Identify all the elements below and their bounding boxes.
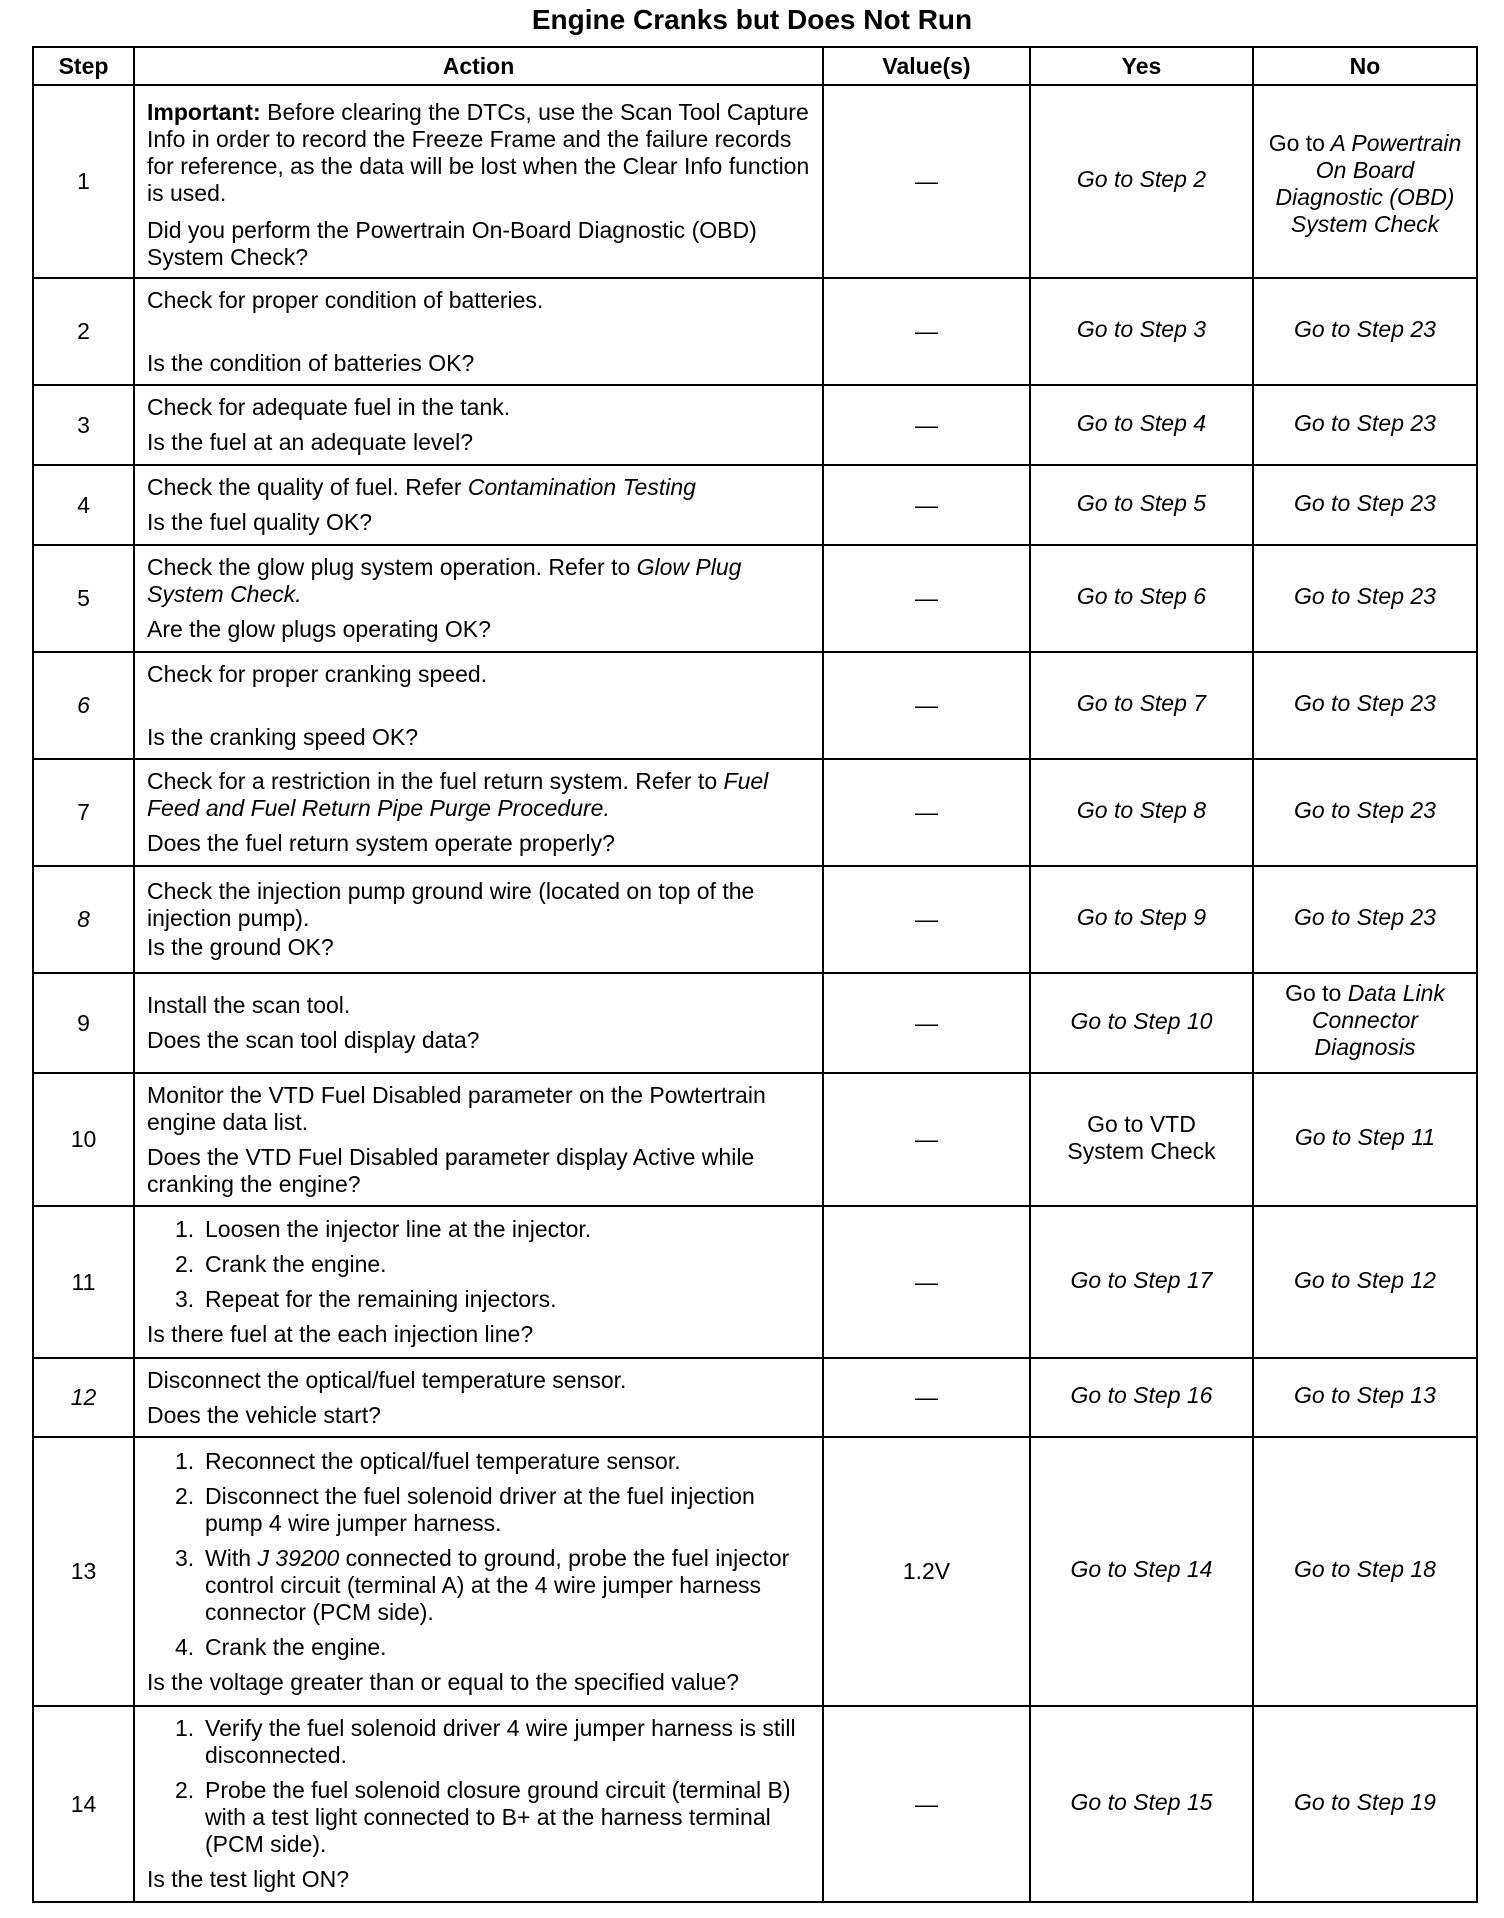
yes-cell: Go to Step 10 [1030, 973, 1253, 1073]
step-question: Does the fuel return system operate properly? [147, 830, 615, 856]
no-cell: Go to Step 23 [1253, 652, 1477, 759]
step-action: Install the scan tool. [147, 992, 351, 1018]
no-cell: Go to Step 23 [1253, 759, 1477, 866]
step-number: 10 [33, 1073, 134, 1206]
sub-steps [147, 1216, 810, 1313]
no-cell: Go to Step 23 [1253, 866, 1477, 973]
no-cell: Go to Step 12 [1253, 1206, 1477, 1358]
important-label: Important: [147, 98, 261, 125]
step-action: Check for a restriction in the fuel return system. Refer to Fuel Feed and Fuel Return Pipe Purge Procedure. [147, 768, 769, 821]
yes-cell: Go to Step 5 [1030, 465, 1253, 545]
step-action: Check for adequate fuel in the tank. [147, 394, 511, 420]
no-cell: Go to Step 19 [1253, 1706, 1477, 1902]
table-row [33, 278, 1477, 385]
table-row [33, 1437, 1477, 1706]
header-yes: Yes [1030, 47, 1253, 85]
step-number: 9 [33, 973, 134, 1073]
action-cell [134, 1437, 823, 1706]
no-cell: Go to Step 23 [1253, 465, 1477, 545]
step-number: 13 [33, 1437, 134, 1706]
step-action: Check the quality of fuel. Refer Contamination Testing [147, 474, 696, 500]
step-action: Check for proper cranking speed. [147, 660, 488, 687]
yes-cell: Go to Step 9 [1030, 866, 1253, 973]
value-cell: — [823, 1073, 1030, 1206]
yes-cell: Go to Step 15 [1030, 1706, 1253, 1902]
diagnostic-table [32, 46, 1478, 1903]
table-row [33, 866, 1477, 973]
table-row [33, 973, 1477, 1073]
yes-cell: Go to Step 16 [1030, 1358, 1253, 1437]
value-cell: — [823, 85, 1030, 278]
step-number: 6 [33, 652, 134, 759]
header-no: No [1253, 47, 1477, 85]
step-number: 5 [33, 545, 134, 652]
step-question: Is the fuel at an adequate level? [147, 429, 474, 455]
step-question: Is the cranking speed OK? [147, 723, 419, 750]
yes-cell: Go to VTD System Check [1030, 1073, 1253, 1206]
no-cell: Go to Step 23 [1253, 545, 1477, 652]
step-action: Check the injection pump ground wire (located on top of the injection pump). [147, 878, 755, 931]
yes-cell: Go to Step 2 [1030, 85, 1253, 278]
no-cell [1253, 85, 1477, 278]
step-question: Did you perform the Powertrain On-Board Diagnostic (OBD) System Check? [147, 216, 757, 270]
header-values: Value(s) [823, 47, 1030, 85]
action-cell [134, 1706, 823, 1902]
action-cell [134, 1206, 823, 1358]
yes-cell: Go to Step 14 [1030, 1437, 1253, 1706]
step-question: Does the VTD Fuel Disabled parameter display Active while cranking the engine? [147, 1143, 755, 1197]
action-cell [134, 759, 823, 866]
step-question: Is the ground OK? [147, 934, 334, 960]
reference-link: Contamination Testing [467, 474, 696, 500]
important-text: Before clearing the DTCs, use the Scan Tool Capture Info in order to record the Freeze Frame and the failure records for reference, as the data will be lost when the Clear Info function is used. [147, 98, 810, 206]
step-question: Is the voltage greater than or equal to the specified value? [147, 1668, 740, 1695]
action-cell [134, 85, 823, 278]
list-item: 2. Crank the engine. [175, 1251, 387, 1277]
no-cell: Go to Step 23 [1253, 385, 1477, 465]
step-question: Does the scan tool display data? [147, 1027, 480, 1053]
step-question: Is there fuel at the each injection line? [147, 1321, 534, 1347]
step-number: 11 [33, 1206, 134, 1358]
no-prefix: Go to [1285, 980, 1342, 1006]
no-cell: Go to Step 23 [1253, 278, 1477, 385]
important-note [147, 99, 810, 207]
step-number: 8 [33, 866, 134, 973]
table-row [33, 759, 1477, 866]
value-cell: — [823, 1706, 1030, 1902]
no-cell: Go to Step 13 [1253, 1358, 1477, 1437]
table-row [33, 1706, 1477, 1902]
value-cell: — [823, 278, 1030, 385]
no-link: Data Link Connector Diagnosis [1311, 980, 1445, 1060]
step-question: Are the glow plugs operating OK? [147, 616, 491, 642]
no-link: A Powertrain On Board Diagnostic (OBD) System Check [1275, 130, 1462, 237]
table-row [33, 385, 1477, 465]
step-number: 12 [33, 1358, 134, 1437]
table-row [33, 545, 1477, 652]
tool-reference: J 39200 [257, 1544, 340, 1571]
list-item: 4. Crank the engine. [175, 1633, 387, 1660]
step-number: 3 [33, 385, 134, 465]
step-question: Is the test light ON? [147, 1866, 349, 1892]
step-number: 7 [33, 759, 134, 866]
step-question: Is the fuel quality OK? [147, 509, 373, 535]
list-item: 1. Reconnect the optical/fuel temperature sensor. [175, 1447, 681, 1474]
no-cell: Go to Step 11 [1253, 1073, 1477, 1206]
action-cell [134, 278, 823, 385]
yes-cell: Go to Step 17 [1030, 1206, 1253, 1358]
yes-cell: Go to Step 7 [1030, 652, 1253, 759]
header-row [33, 47, 1477, 85]
list-item: 1. Loosen the injector line at the injector. [175, 1216, 592, 1242]
step-action: Check the glow plug system operation. Refer to Glow Plug System Check. [147, 554, 742, 607]
table-row [33, 1206, 1477, 1358]
value-cell: — [823, 652, 1030, 759]
value-cell: — [823, 1206, 1030, 1358]
step-number: 4 [33, 465, 134, 545]
yes-cell: Go to Step 4 [1030, 385, 1253, 465]
reference-link: Fuel Feed and Fuel Return Pipe Purge Procedure. [147, 768, 769, 821]
action-cell [134, 866, 823, 973]
no-prefix: Go to [1268, 130, 1325, 156]
step-number: 2 [33, 278, 134, 385]
step-action: Monitor the VTD Fuel Disabled parameter on the Powtertrain engine data list. [147, 1081, 766, 1135]
step-number: 1 [33, 85, 134, 278]
action-cell [134, 465, 823, 545]
step-question: Is the condition of batteries OK? [147, 349, 475, 376]
sub-steps [147, 1448, 810, 1661]
no-cell [1253, 973, 1477, 1073]
list-item: 1. Verify the fuel solenoid driver 4 wire jumper harness is still disconnected. [175, 1715, 796, 1768]
table-row [33, 1358, 1477, 1437]
action-cell [134, 385, 823, 465]
action-cell [134, 1358, 823, 1437]
yes-cell: Go to Step 8 [1030, 759, 1253, 866]
step-action: Check for proper condition of batteries. [147, 286, 544, 313]
header-step: Step [33, 47, 134, 85]
action-cell [134, 545, 823, 652]
value-cell: — [823, 759, 1030, 866]
action-cell [134, 973, 823, 1073]
value-cell: — [823, 385, 1030, 465]
value-cell: — [823, 973, 1030, 1073]
step-action: Disconnect the optical/fuel temperature sensor. [147, 1366, 627, 1393]
step-number: 14 [33, 1706, 134, 1902]
reference-link: Glow Plug System Check. [147, 554, 742, 607]
no-cell: Go to Step 18 [1253, 1437, 1477, 1706]
value-cell: — [823, 1358, 1030, 1437]
yes-cell: Go to Step 6 [1030, 545, 1253, 652]
list-item: 3. Repeat for the remaining injectors. [175, 1286, 557, 1312]
action-cell [134, 1073, 823, 1206]
table-row [33, 652, 1477, 759]
value-cell: — [823, 866, 1030, 973]
header-action: Action [134, 47, 823, 85]
list-item: 2. Probe the fuel solenoid closure ground circuit (terminal B) with a test light connected to B+ at the harness terminal (PCM side). [175, 1777, 791, 1857]
page-title: Engine Cranks but Does Not Run [531, 4, 973, 35]
value-cell: — [823, 465, 1030, 545]
list-item: 3. With J 39200 connected to ground, probe the fuel injector control circuit (terminal A) at the 4 wire jumper harness connector (PCM side). [175, 1544, 790, 1625]
action-cell [134, 652, 823, 759]
table-row [33, 465, 1477, 545]
table-row [33, 1073, 1477, 1206]
step-question: Does the vehicle start? [147, 1401, 381, 1428]
sub-steps [147, 1715, 810, 1858]
yes-cell: Go to Step 3 [1030, 278, 1253, 385]
list-item: 2. Disconnect the fuel solenoid driver at the fuel injection pump 4 wire jumper harness. [175, 1482, 755, 1536]
value-cell: 1.2V [823, 1437, 1030, 1706]
value-cell: — [823, 545, 1030, 652]
table-row [33, 85, 1477, 278]
